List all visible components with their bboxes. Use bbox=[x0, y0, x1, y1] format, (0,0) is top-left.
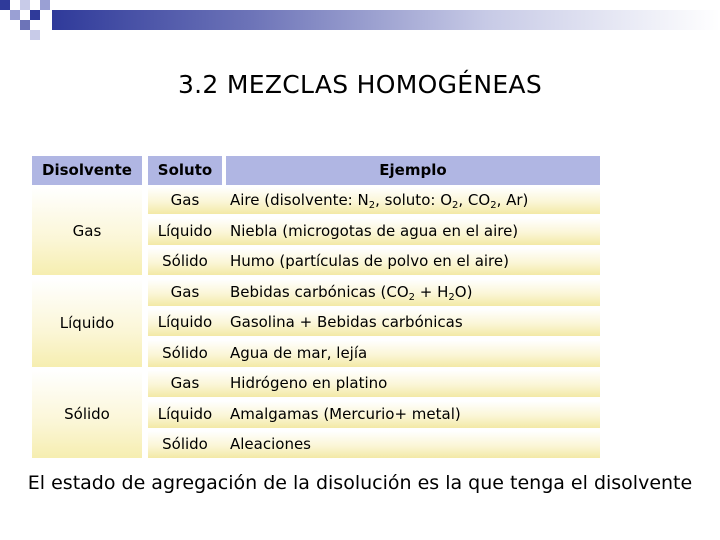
decorative-header bbox=[0, 0, 720, 45]
ejemplo-cell: Humo (partículas de polvo en el aire) bbox=[230, 252, 509, 270]
ejemplo-cell: Bebidas carbónicas $(CO_2 + H_2O)$ bbox=[230, 282, 473, 303]
table-row bbox=[148, 218, 600, 245]
table-row bbox=[148, 401, 600, 428]
disolvente-cell bbox=[32, 370, 142, 458]
soluto-cell: Líquido bbox=[157, 221, 213, 240]
decor-square-icon bbox=[30, 10, 40, 20]
soluto-cell: Sólido bbox=[162, 435, 208, 453]
footer-note: El estado de agregación de la disolución es la que tenga el disolvente bbox=[27, 472, 693, 494]
header-disolvente: Disolvente bbox=[32, 156, 142, 185]
decor-gradient-bar bbox=[52, 10, 720, 30]
decor-square-icon bbox=[30, 30, 40, 40]
table-row bbox=[148, 340, 600, 367]
decor-square-icon bbox=[20, 0, 30, 10]
disolvente-cell bbox=[32, 279, 142, 367]
disolvente-label: Líquido bbox=[59, 313, 115, 332]
soluto-cell: Líquido bbox=[157, 404, 213, 423]
disolvente-cell bbox=[32, 187, 142, 275]
table-row bbox=[148, 248, 600, 275]
soluto-cell: Líquido bbox=[157, 313, 213, 331]
header-soluto: Soluto bbox=[148, 156, 222, 185]
decor-square-icon bbox=[0, 0, 10, 10]
disolvente-label: Gas bbox=[72, 222, 102, 240]
table-row bbox=[148, 187, 600, 214]
ejemplo-cell: Aire (disolvente: $N_2$, soluto: $O_2$, $CO_2$, Ar) bbox=[230, 191, 529, 211]
decor-square-icon bbox=[20, 20, 30, 30]
table-row bbox=[148, 431, 600, 458]
table-row bbox=[148, 370, 600, 397]
table-row bbox=[148, 279, 600, 306]
soluto-cell: Sólido bbox=[162, 252, 208, 270]
decor-square-icon bbox=[40, 0, 50, 10]
ejemplo-cell: Niebla (microgotas de agua en el aire) bbox=[230, 221, 519, 240]
decor-square-icon bbox=[10, 10, 20, 20]
soluto-cell: Gas bbox=[170, 374, 200, 392]
ejemplo-cell: Aleaciones bbox=[230, 435, 311, 453]
ejemplo-cell: Gasolina + Bebidas carbónicas bbox=[230, 313, 463, 331]
soluto-cell: Gas bbox=[170, 191, 200, 209]
ejemplo-cell: Amalgamas (Mercurio+ metal) bbox=[230, 404, 461, 423]
soluto-cell: Gas bbox=[170, 282, 200, 301]
soluto-cell: Sólido bbox=[162, 343, 208, 362]
ejemplo-cell: Hidrógeno en platino bbox=[230, 374, 388, 392]
page-title: 3.2 MEZCLAS HOMOGÉNEAS bbox=[177, 70, 543, 99]
ejemplo-cell: Agua de mar, lejía bbox=[230, 343, 368, 362]
disolvente-label: Sólido bbox=[64, 405, 110, 423]
table-row bbox=[148, 309, 600, 336]
header-ejemplo: Ejemplo bbox=[226, 156, 600, 185]
